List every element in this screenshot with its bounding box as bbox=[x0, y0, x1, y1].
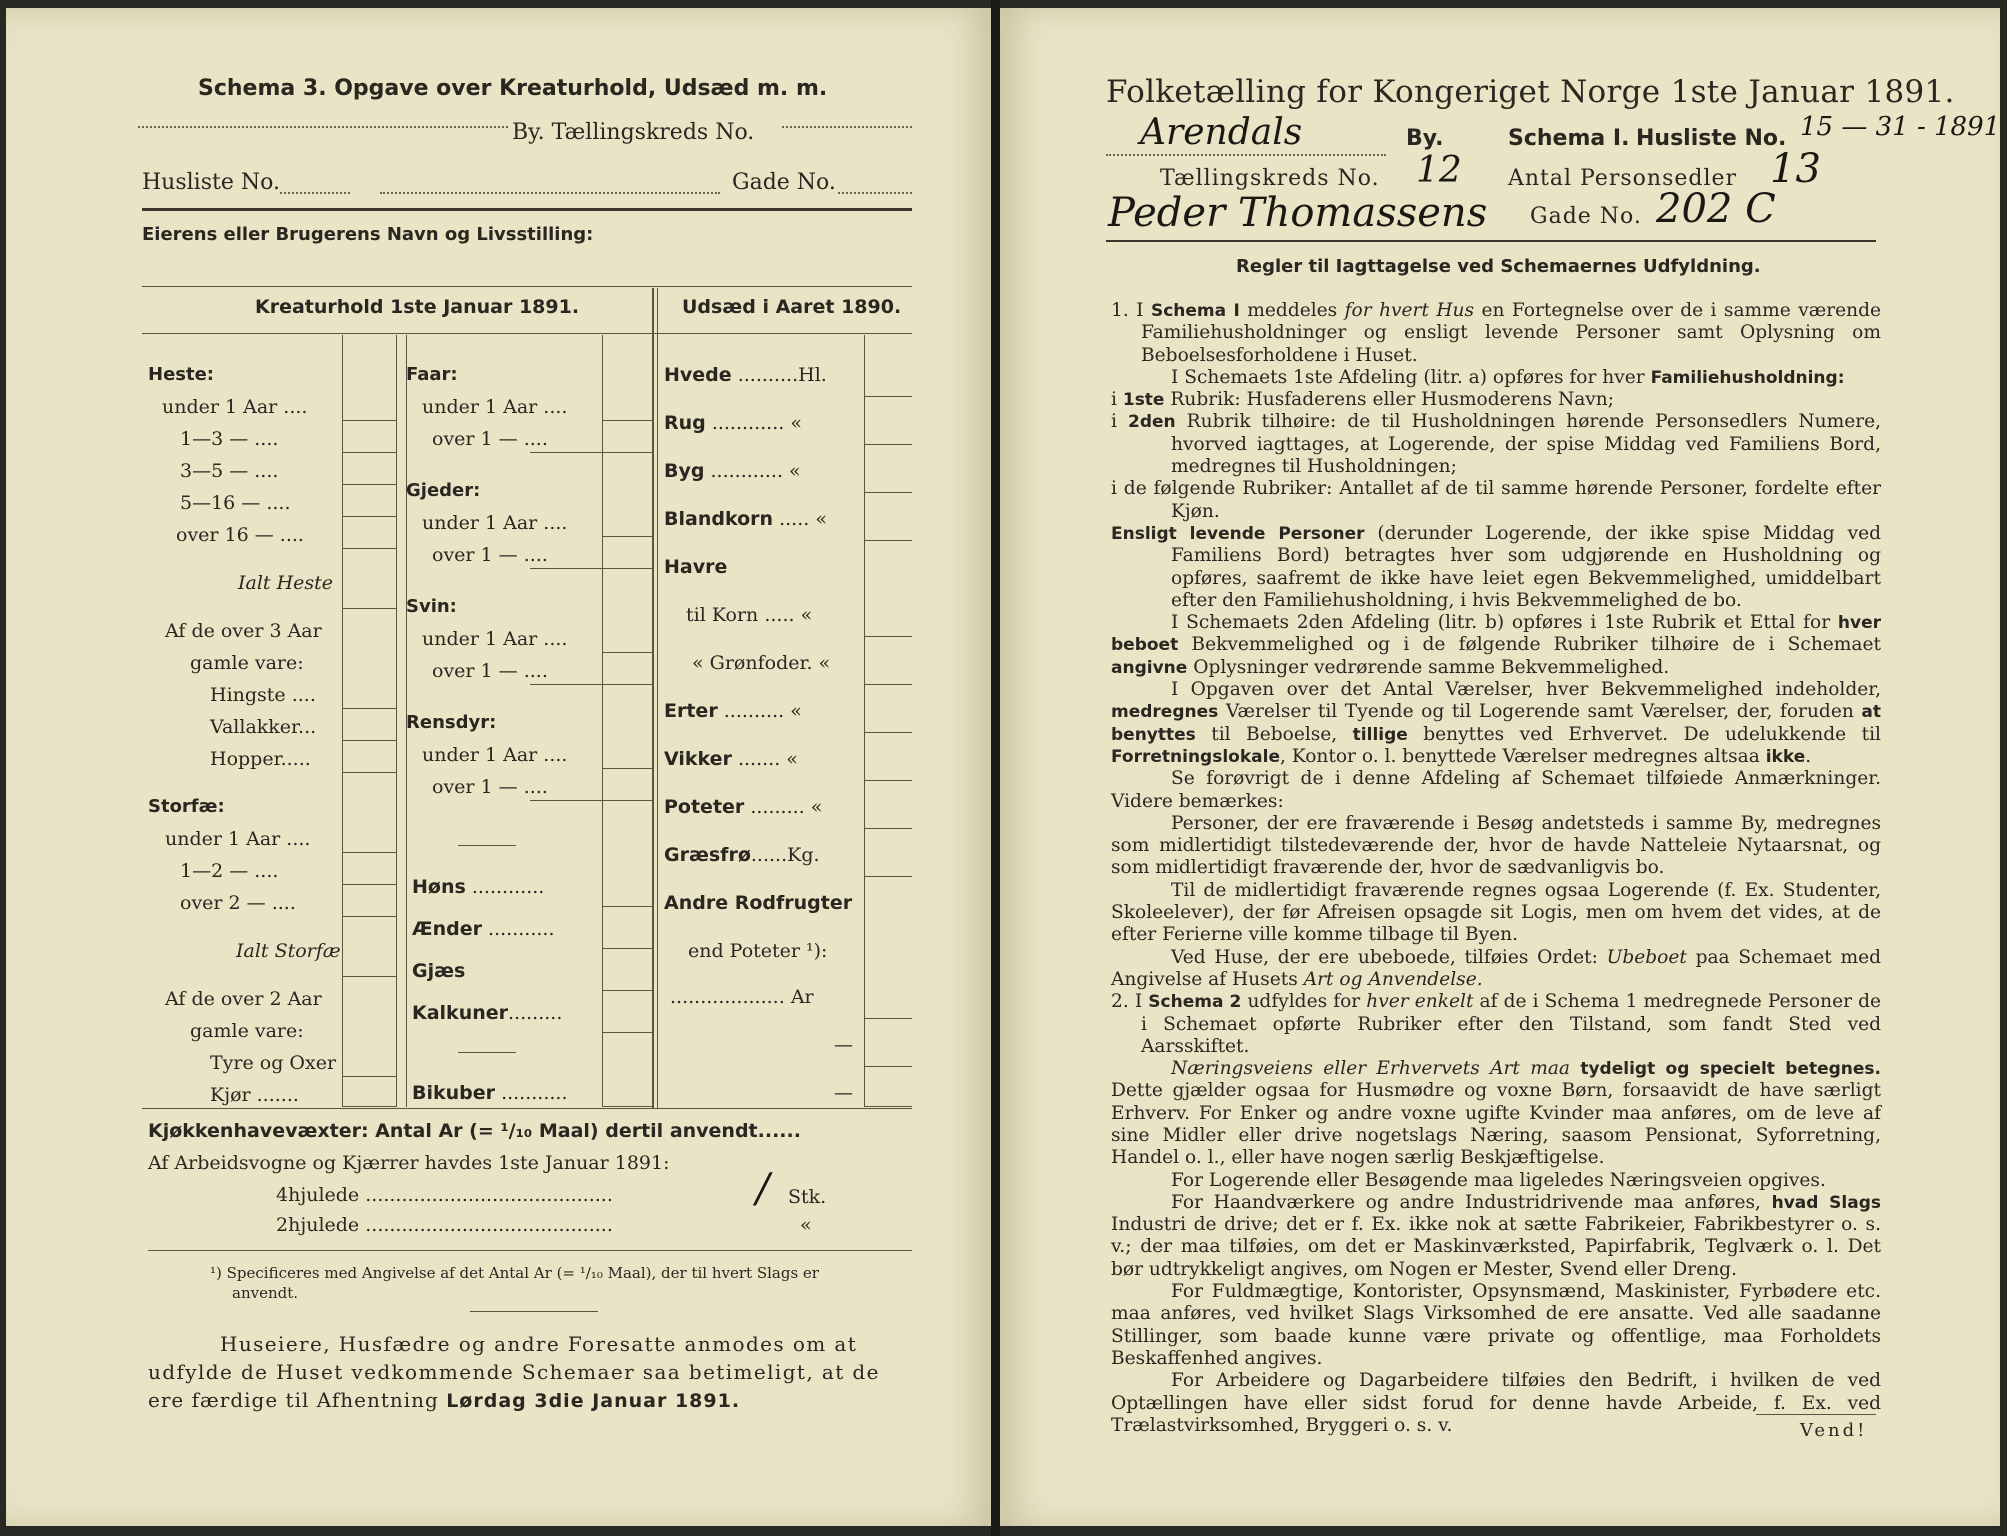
crop-row: Byg ............ « bbox=[664, 460, 801, 482]
storfae-sub: Kjør ....... bbox=[210, 1084, 299, 1106]
entry-line bbox=[864, 828, 912, 829]
closing-line1: Huseiere, Husfædre og andre Foresatte anmodes om at bbox=[220, 1332, 858, 1356]
entry-line bbox=[864, 396, 912, 397]
entry-line bbox=[864, 444, 912, 445]
entry-line bbox=[864, 780, 912, 781]
entry-line bbox=[602, 906, 652, 907]
kreaturhold-header: Kreaturhold 1ste Januar 1891. bbox=[255, 296, 580, 318]
vend-text: Vend! bbox=[1800, 1420, 1868, 1441]
udsaed-divider-2 bbox=[657, 288, 658, 1108]
kreds-no-handwritten: 12 bbox=[1416, 150, 1462, 191]
table-header-rule bbox=[142, 333, 912, 334]
closing-rule bbox=[470, 1311, 598, 1312]
entry-line bbox=[602, 536, 652, 537]
entry-line bbox=[602, 768, 652, 769]
heste-sub: Hingste .... bbox=[210, 684, 316, 706]
entry-line bbox=[864, 636, 912, 637]
book-gutter bbox=[991, 0, 1000, 1536]
crop-row: — bbox=[834, 1082, 853, 1104]
entry-line bbox=[864, 684, 912, 685]
entry-line bbox=[342, 608, 396, 609]
arbeids-line: Af Arbeidsvogne og Kjærrer havdes 1ste Januar 1891: bbox=[148, 1152, 670, 1174]
crop-row: « Grønfoder. « bbox=[692, 652, 831, 674]
by-tellingskreds-label: By. Tællingskreds No. bbox=[512, 120, 755, 145]
udsaed-header: Udsæd i Aaret 1890. bbox=[682, 296, 902, 318]
crop-row: Poteter ......... « bbox=[664, 796, 823, 818]
husliste-label: Husliste No. bbox=[142, 170, 280, 195]
personsedler-handwritten: 13 bbox=[1770, 146, 1821, 192]
husliste-gap bbox=[380, 192, 720, 194]
tellingskreds-blank bbox=[782, 126, 912, 128]
entry-line bbox=[342, 976, 396, 977]
svin-row: under 1 Aar .... bbox=[422, 628, 568, 650]
footnote-line2: anvendt. bbox=[232, 1284, 299, 1302]
entry-line bbox=[864, 732, 912, 733]
entry-line bbox=[342, 884, 396, 885]
entry-line bbox=[864, 540, 912, 541]
heste-row: 1—3 — .... bbox=[180, 428, 279, 450]
tohjul-line: 2hjulede ......................................... bbox=[276, 1214, 613, 1236]
heste-sub: Vallakker... bbox=[210, 716, 317, 738]
entry-line bbox=[864, 1066, 912, 1067]
entry-line bbox=[342, 452, 396, 453]
census-title: Folketælling for Kongeriget Norge 1ste Januar 1891. bbox=[1106, 74, 1955, 110]
crop-row: Blandkorn ..... « bbox=[664, 508, 827, 530]
fowl-row: Bikuber ........... bbox=[412, 1082, 568, 1104]
faar-row: over 1 — .... bbox=[432, 428, 548, 450]
entry-line bbox=[602, 420, 652, 421]
by-label: By. bbox=[1406, 126, 1444, 151]
rensdyr-row: over 1 — .... bbox=[432, 776, 548, 798]
entry-line bbox=[864, 876, 912, 877]
city-blank bbox=[1106, 154, 1386, 156]
rensdyr-row: under 1 Aar .... bbox=[422, 744, 568, 766]
entry-line bbox=[602, 1106, 652, 1107]
entry-line bbox=[530, 568, 652, 569]
entry-line bbox=[342, 916, 396, 917]
crop-row: Havre bbox=[664, 556, 728, 578]
heste-row: 3—5 — .... bbox=[180, 460, 279, 482]
gade-name-handwritten: Peder Thomassens bbox=[1108, 190, 1488, 236]
ialt-storfae: Ialt Storfæ bbox=[236, 940, 341, 962]
entry-line bbox=[342, 516, 396, 517]
tohjul-unit: « bbox=[800, 1214, 812, 1236]
heste-row: under 1 Aar .... bbox=[162, 396, 308, 418]
heste-heading: Heste: bbox=[148, 364, 214, 385]
svin-row: over 1 — .... bbox=[432, 660, 548, 682]
crop-row: — bbox=[834, 1034, 853, 1056]
crop-row: Erter .......... « bbox=[664, 700, 802, 722]
storfae-row: under 1 Aar .... bbox=[165, 828, 311, 850]
fowl-row: Gjæs bbox=[412, 960, 466, 982]
rules-body: 1. I Schema I meddeles for hvert Hus en Fortegnelse over de i samme værende Familiehusholdninger og ensligt levende Personer samt Oplysning om Beboelsesforholdene i Huset. I Schemaets 1ste Afdeling (litr. a) opføres for hver Familiehusholdning: i 1ste Rubrik: Husfaderens eller Husmoderens Navn; i 2den Rubrik tilhøire: de til Husholdningen hørende Personsedlers Numere, hvorved iagttages, at Logerende, der spise Middag ved Familiens Bord, medregnes til Husholdningen; i de følgende Rubriker: Antallet af de til samme hørende Personer, fordelte efter Kjøn. Ensligt levende Personer (derunder Logerende, der ikke spise Middag ved Familiens Bord) betragtes hver som udgjørende en Husholdning og opføres, saafremt de ikke have leiet egen Bekvemmelighed, umiddelbart efter den Familiehusholdning, i hvis Bekvemmelighed de bo. I Schemaets 2den Afdeling (litr. b) opføres i 1ste Rubrik et Ettal for hver beboet Bekvemmelighed og i de følgende Rubriker tilhøire de i Schemaet angivne Oplysninger vedrørende samme Bekvemmelighed. I Opgaven over det Antal Værelser, hver Bekvemmelighed indeholder, medregnes Værelser til Tyende og til Logerende samt Værelser, der, foruden at benyttes til Beboelse, tillige benyttes ved Erhvervet. De udelukkende til Forretningslokale, Kontor o. l. benyttede Værelser medregnes altsaa ikke. Se forøvrigt de i denne Afdeling af Schemaet tilføiede Anmærkninger. Videre bemærkes: Personer, der ere fraværende i Besøg andetsteds i samme By, medregnes som midlertidigt tilstedeværende der, hvor de havde Natteleie Nytaarsnat, og som midlertidigt fraværende der, hvor de sædvanligvis bo. Til de midlertidigt fraværende regnes ogsaa Logerende (f. Ex. Studenter, Skoleelever), der før Afreisen opsagde sit Logis, men om hvem det vides, at de efter Ferierne ville komme tilbage til Byen. Ved Huse, der ere ubeboede, tilføies Ordet: Ubeboet paa Schemaet med Angivelse af Husets Art og Anvendelse. 2. I Schema 2 udfyldes for hver enkelt af de i Schema 1 medregnede Personer de i Schemaet opførte Rubriker efter den Tilstand, som fandt Sted ved Aarsskiftet. Næringsveiens eller Erhvervets Art maa tydeligt og specielt betegnes. Dette gjælder ogsaa for Husmødre og voxne Børn, forsaavidt de have særligt Erhverv. For Enker og andre voxne ugifte Kvinder maa anføres, om de leve af sine Midler eller drive nogetslags Næring, saasom Pensionat, Syforretning, Handel o. l., eller have nogen særlig Beskjæftigelse. For Logerende eller Besøgende maa ligeledes Næringsveien opgives. For Haandværkere og andre Industridrivende maa anføres, hvad Slags Industri de drive; det er f. Ex. ikke nok at sætte Fabrikeier, Fabrikbestyrer o. s. v.; der maa tilføies, om det er Maskinværksted, Papirfabrik, Teglværk o. l. Det bør udtrykkeligt angives, om Nogen er Mester, Svend eller Dreng. For Fuldmægtige, Kontorister, Opsynsmænd, Maskinister, Fyrbødere etc. maa anføres, ved hvilket Slags Virksomhed de ere ansatte. Ved alle saadanne Stillinger, som baade kunne være private og offentlige, maa Forholdets Beskaffenhed angives. For Arbeidere og Dagarbeidere tilføies den Bedrift, i hvilken de ved Optællingen have eller sidst forud for denne havde Arbeide, f. Ex. ved Trælastvirksomhed, Bryggeri o. s. v. bbox=[1111, 300, 1882, 1436]
footnote-rule bbox=[148, 1250, 912, 1251]
firhjul-line: 4hjulede ......................................... bbox=[276, 1184, 613, 1206]
gjeder-heading: Gjeder: bbox=[406, 480, 481, 501]
entry-line bbox=[530, 684, 652, 685]
fowl-row: Ænder ........... bbox=[412, 918, 555, 940]
storfae-af-line2: gamle vare: bbox=[190, 1020, 304, 1042]
col-a-box-left bbox=[342, 335, 343, 1107]
schema-label: Schema I. bbox=[1508, 126, 1630, 151]
crop-row: Vikker ....... « bbox=[664, 748, 798, 770]
gade-label: Gade No. bbox=[732, 170, 836, 195]
antal-label: Antal Personsedler bbox=[1508, 166, 1738, 191]
heste-af-line2: gamle vare: bbox=[190, 652, 304, 674]
entry-line bbox=[342, 484, 396, 485]
fowl-row: Høns ............ bbox=[412, 876, 545, 898]
entry-line bbox=[530, 452, 652, 453]
col-b-box-left bbox=[602, 335, 603, 1107]
separator-dash bbox=[458, 1052, 516, 1053]
right-header-rule bbox=[1106, 240, 1876, 242]
entry-line bbox=[342, 852, 396, 853]
storfae-row: 1—2 — .... bbox=[180, 860, 279, 882]
husliste-no-handwritten: 15 — 31 - 1891 bbox=[1800, 112, 2001, 142]
crop-row: ................... Ar bbox=[670, 986, 814, 1008]
gjeder-row: over 1 — .... bbox=[432, 544, 548, 566]
owner-label: Eierens eller Brugerens Navn og Livsstilling: bbox=[142, 224, 594, 245]
entry-line bbox=[864, 1018, 912, 1019]
entry-line bbox=[342, 420, 396, 421]
heste-row: over 16 — .... bbox=[176, 524, 304, 546]
closing-line2: udfylde de Huset vedkommende Schemaer saa betimeligt, at de bbox=[148, 1360, 880, 1384]
col-c-box-left bbox=[864, 335, 865, 1107]
rensdyr-heading: Rensdyr: bbox=[406, 712, 497, 733]
crop-row: Rug ............ « bbox=[664, 412, 802, 434]
storfae-sub: Tyre og Oxer bbox=[210, 1052, 337, 1074]
svin-heading: Svin: bbox=[406, 596, 457, 617]
entry-line bbox=[602, 1032, 652, 1033]
crop-row: Græsfrø......Kg. bbox=[664, 844, 820, 866]
by-blank bbox=[138, 126, 508, 128]
fowl-row: Kalkuner......... bbox=[412, 1002, 563, 1024]
entry-line bbox=[342, 740, 396, 741]
entry-line bbox=[342, 772, 396, 773]
gade-no-handwritten: 202 C bbox=[1656, 186, 1776, 232]
heste-row: 5—16 — .... bbox=[180, 492, 291, 514]
footnote-line1: ¹) Specificeres med Angivelse af det Antal Ar (= ¹/₁₀ Maal), der til hvert Slags er bbox=[210, 1264, 819, 1282]
col-a-box-right bbox=[396, 335, 397, 1107]
husliste-blank bbox=[280, 192, 350, 194]
crop-row: til Korn ..... « bbox=[686, 604, 813, 626]
heste-sub: Hopper..... bbox=[210, 748, 311, 770]
gade-no-label: Gade No. bbox=[1530, 204, 1642, 229]
entry-line bbox=[342, 708, 396, 709]
heste-af-line1: Af de over 3 Aar bbox=[165, 620, 322, 642]
rules-title: Regler til Iagttagelse ved Schemaernes Udfyldning. bbox=[1236, 256, 1761, 277]
gade-blank bbox=[838, 192, 912, 194]
table-top-rule bbox=[142, 286, 912, 287]
storfae-row: over 2 — .... bbox=[180, 892, 296, 914]
firhjul-count-handwritten: / bbox=[756, 1166, 770, 1212]
entry-line bbox=[342, 1106, 396, 1107]
vend-rule bbox=[1756, 1414, 1876, 1415]
crop-row: end Poteter ¹): bbox=[688, 940, 828, 962]
separator-dash bbox=[458, 845, 516, 846]
kjokken-line: Kjøkkenhavevæxter: Antal Ar (= ¹/₁₀ Maal) dertil anvendt...... bbox=[148, 1120, 801, 1142]
schema3-title: Schema 3. Opgave over Kreaturhold, Udsæd m. m. bbox=[198, 76, 828, 101]
storfae-heading: Storfæ: bbox=[148, 796, 225, 817]
udsaed-divider bbox=[652, 288, 654, 1108]
crop-row: Andre Rodfrugter bbox=[664, 892, 853, 914]
entry-line bbox=[864, 1106, 912, 1107]
crop-row: Hvede ..........Hl. bbox=[664, 364, 827, 386]
header-rule bbox=[142, 208, 912, 211]
city-handwritten: Arendals bbox=[1140, 112, 1303, 153]
ialt-heste: Ialt Heste bbox=[238, 572, 334, 594]
storfae-af-line1: Af de over 2 Aar bbox=[165, 988, 322, 1010]
kreds-label: Tællingskreds No. bbox=[1160, 166, 1380, 191]
closing-line3: ere færdige til Afhentning Lørdag 3die Januar 1891. bbox=[148, 1388, 741, 1412]
entry-line bbox=[342, 548, 396, 549]
table-bottom-rule bbox=[142, 1108, 912, 1109]
entry-line bbox=[602, 948, 652, 949]
husliste-no-label: Husliste No. bbox=[1636, 126, 1787, 151]
entry-line bbox=[530, 800, 652, 801]
entry-line bbox=[342, 1076, 396, 1077]
entry-line bbox=[602, 652, 652, 653]
gjeder-row: under 1 Aar .... bbox=[422, 512, 568, 534]
faar-row: under 1 Aar .... bbox=[422, 396, 568, 418]
entry-line bbox=[864, 492, 912, 493]
entry-line bbox=[602, 990, 652, 991]
faar-heading: Faar: bbox=[406, 364, 458, 385]
firhjul-unit: Stk. bbox=[788, 1186, 827, 1208]
